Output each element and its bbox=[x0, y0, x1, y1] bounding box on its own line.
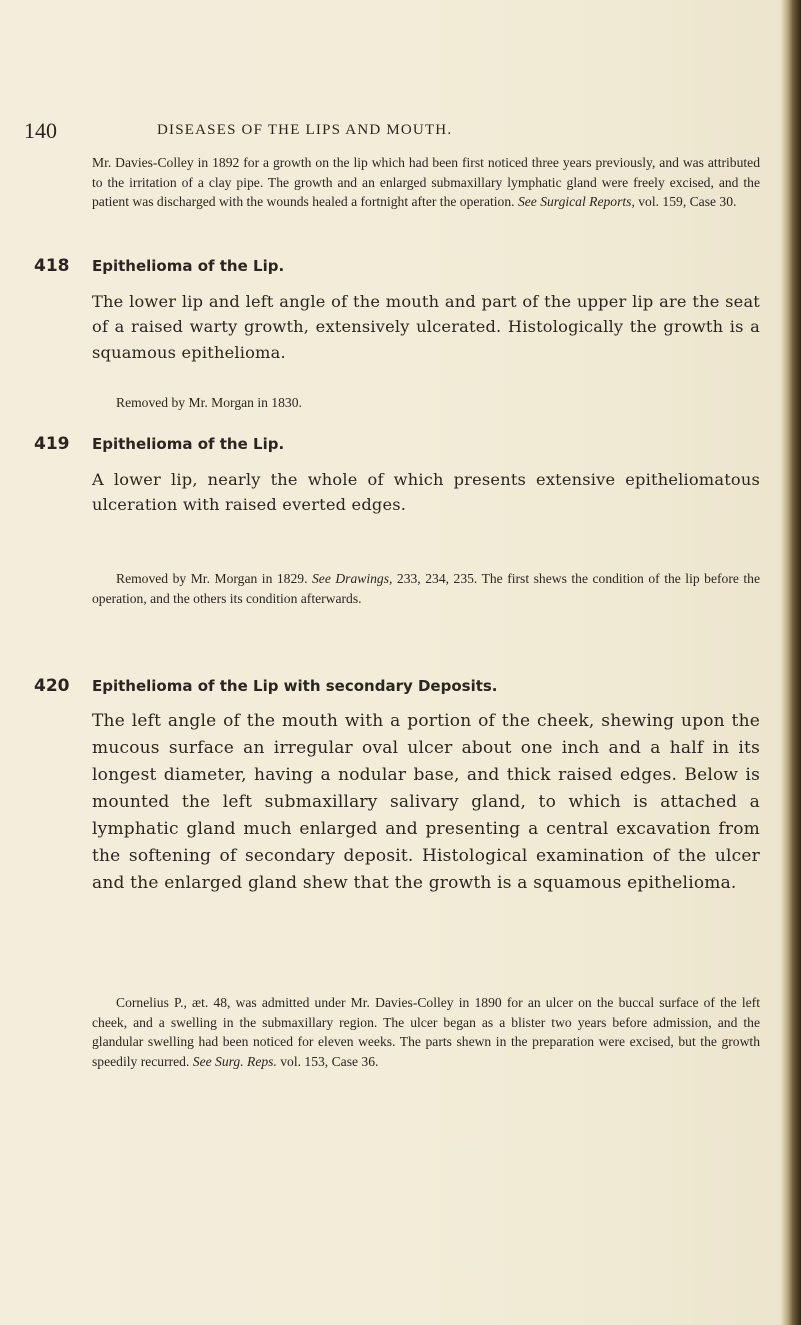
entry-note bbox=[92, 569, 760, 608]
entry-note-b: vol. 153, Case 36. bbox=[276, 1053, 379, 1069]
entry-note-a: Removed by Mr. Morgan in 1829. bbox=[116, 571, 312, 586]
entry-heading: Epithelioma of the Lip with secondary Deposits. bbox=[92, 677, 498, 695]
entry-heading: Epithelioma of the Lip. bbox=[92, 257, 285, 275]
entry-number: 420 bbox=[34, 676, 70, 696]
entry-number: 419 bbox=[34, 434, 70, 454]
page-binding-edge bbox=[781, 0, 801, 1325]
running-head: DISEASES OF THE LIPS AND MOUTH. bbox=[157, 122, 453, 138]
entry-description: The lower lip and left angle of the mouth and part of the upper lip are the seat of a raised warty growth, extensively ulcerated. Histologically the growth is a squamous epithelioma. bbox=[92, 292, 760, 362]
entry-note-b: 233, 234, 235. The first shews the condition of the lip before the operation, and the others its condition afterwards. bbox=[92, 571, 761, 606]
entry-description: The left angle of the mouth with a portion of the cheek, shewing upon the mucous surface an irregular oval ulcer about one inch and a half in its longest diameter, having a nodular base, and thick raised edges. Below is mounted the left submaxillary salivary gland, to which is attached a lymphatic gland much enlarged and presenting a central excavation from the softening of secondary deposit. Histological examination of the ulcer and the enlarged gland shew that the growth is a squamous epithelioma. bbox=[92, 711, 760, 893]
intro-text-b: vol. 159, Case 30. bbox=[634, 194, 737, 210]
entry-note: Removed by Mr. Morgan in 1830. bbox=[116, 395, 302, 410]
entry-note-a: Cornelius P., æt. 48, was admitted under Mr. Davies-Colley in 1890 for an ulcer on the buccal surface of the left cheek, and a swelling in the submaxillary region. The ulcer began as a blister two years before admission, and the glandular swelling had been noticed for eleven weeks. The parts shewn in the preparation were excised, but the growth speedily recurred. bbox=[92, 995, 760, 1069]
intro-paragraph bbox=[92, 153, 760, 212]
intro-text-a: Mr. Davies-Colley in 1892 for a growth on the lip which had been first noticed three years previously, and was attributed to the irritation of a clay pipe. The growth and an enlarged submaxillary lymphatic gland were freely excised, and the patient was discharged with the wounds healed a fortnight after the operation. bbox=[92, 155, 760, 210]
entry-number: 418 bbox=[34, 256, 70, 276]
entry-note bbox=[92, 993, 760, 1071]
entry-note-reference: See Surg. Reps. bbox=[192, 1053, 277, 1069]
page-number: 140 bbox=[24, 118, 57, 143]
intro-reference: See Surgical Reports, bbox=[517, 194, 635, 210]
entry-note-reference: See Drawings, bbox=[311, 571, 393, 586]
entry-description: A lower lip, nearly the whole of which presents extensive epitheliomatous ulceration with raised everted edges. bbox=[92, 470, 760, 515]
entry-heading: Epithelioma of the Lip. bbox=[92, 435, 285, 453]
